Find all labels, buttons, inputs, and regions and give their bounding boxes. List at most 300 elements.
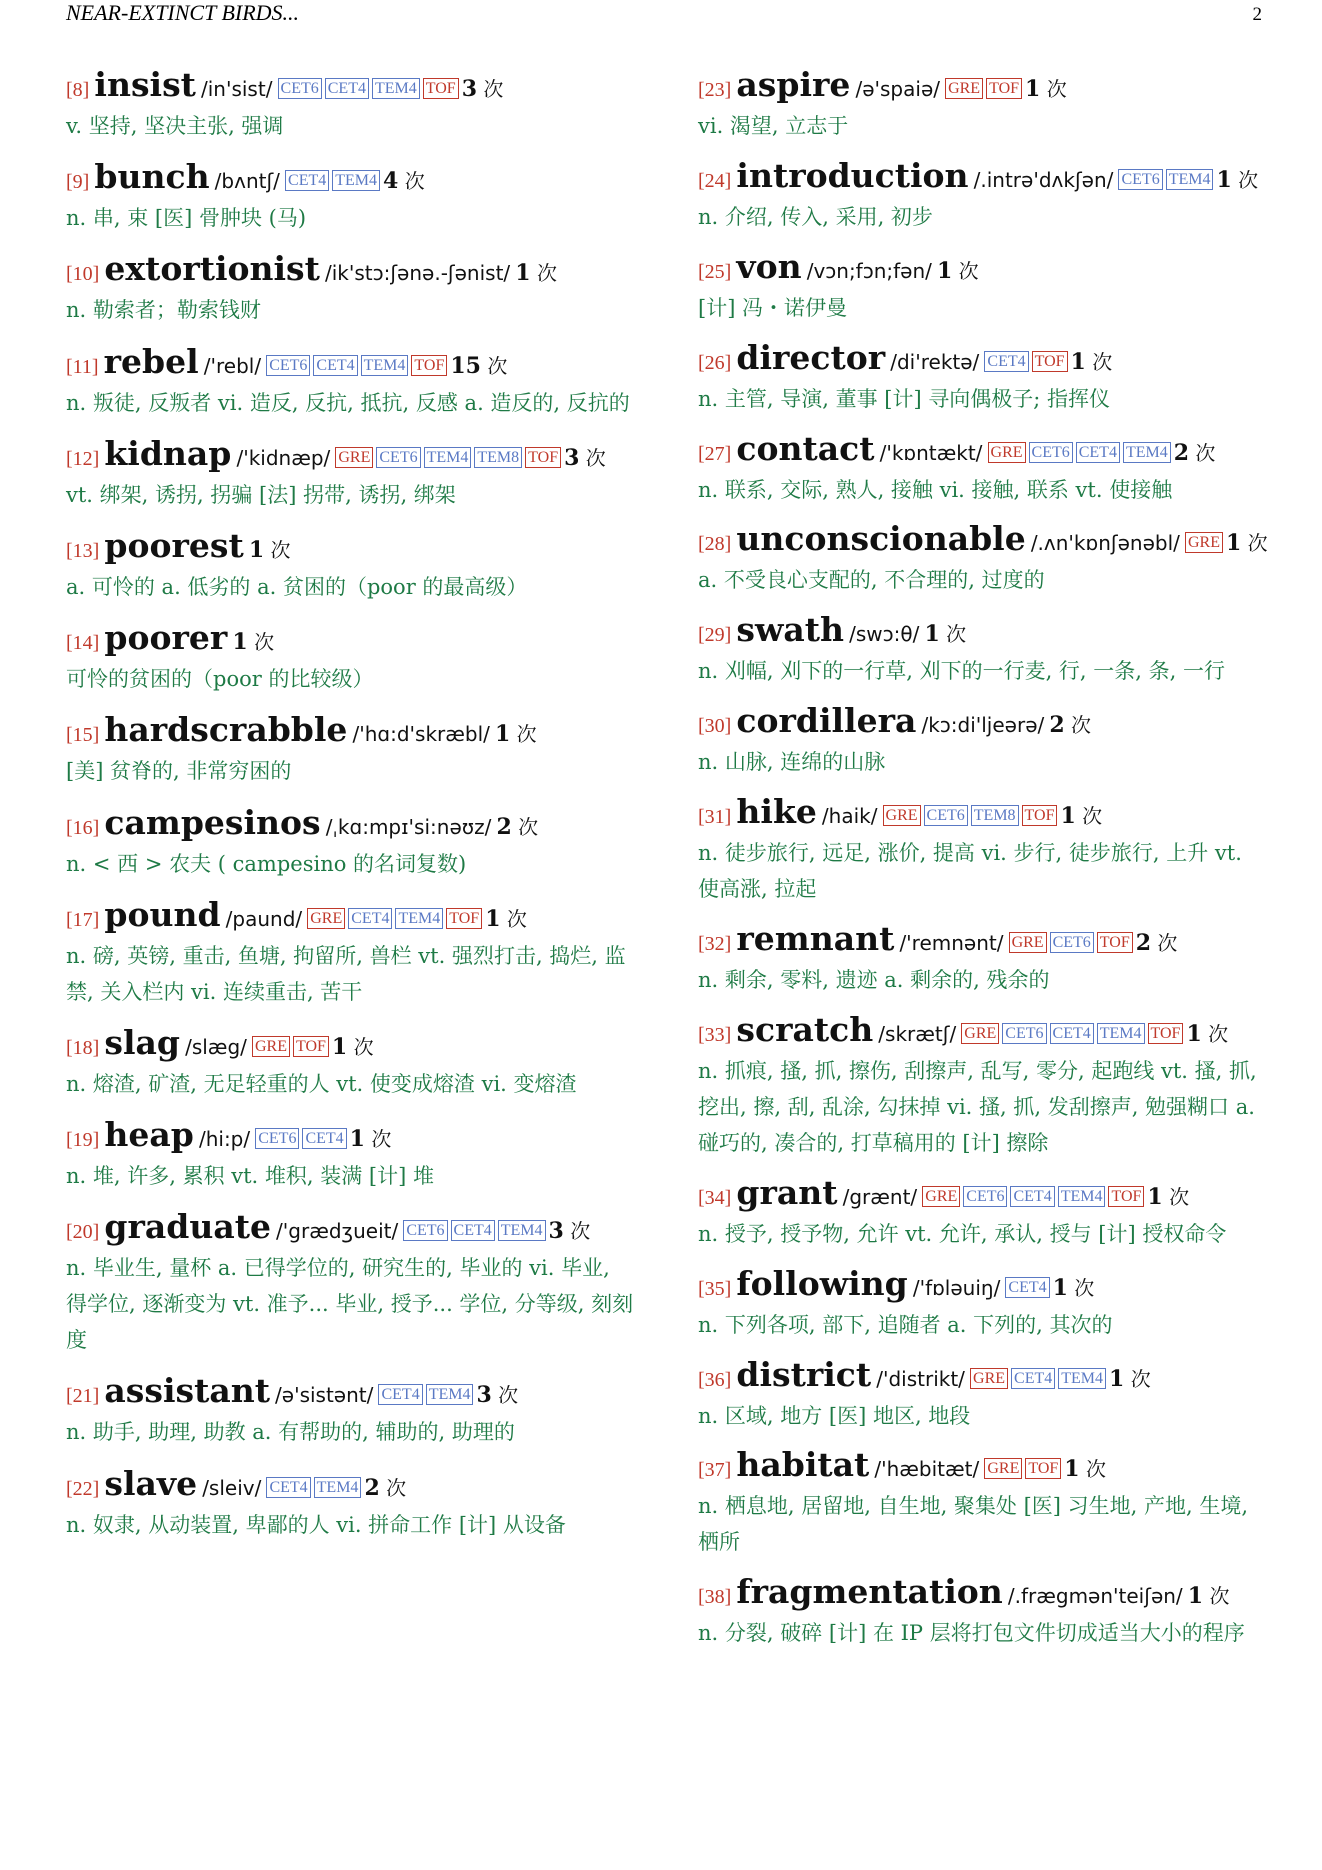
count-unit: 次	[518, 814, 539, 839]
count-unit: 次	[1071, 713, 1092, 738]
entry-head	[698, 65, 1268, 108]
exam-tag-cet4: CET4	[451, 1220, 495, 1241]
entry-pronunciation: /'kidnæp/	[236, 445, 331, 470]
exam-tag-tem4: TEM4	[498, 1220, 546, 1241]
vocab-entry	[698, 610, 1268, 689]
count-unit: 次	[1209, 1584, 1230, 1609]
entry-number: [12]	[66, 447, 100, 470]
exam-tag-cet4: CET4	[1011, 1368, 1055, 1389]
entry-head	[698, 337, 1268, 381]
vocab-entry	[698, 919, 1268, 998]
vocab-entry	[698, 1572, 1268, 1651]
count-value: 3	[476, 1382, 492, 1409]
entry-pronunciation: /'fɒləuiŋ/	[912, 1275, 1001, 1300]
count-unit: 次	[487, 353, 508, 378]
exam-tag-tof: TOF	[411, 355, 447, 376]
vocab-entry	[698, 428, 1268, 508]
page-header	[66, 0, 1262, 30]
entry-definition: n. 助手, 助理, 助教 a. 有帮助的, 辅助的, 助理的	[66, 1420, 515, 1445]
entry-head	[698, 1172, 1268, 1216]
entry-number: [36]	[698, 1368, 732, 1391]
left-column	[66, 65, 636, 1543]
entry-head	[698, 519, 1268, 562]
exam-tag-tof: TOF	[423, 78, 459, 99]
vocab-entry	[66, 525, 636, 605]
entry-pronunciation: /sleiv/	[202, 1475, 262, 1500]
exam-tag-tem8: TEM8	[971, 805, 1019, 826]
exam-tag-cet6: CET6	[266, 355, 310, 376]
exam-tag-cet4: CET4	[348, 908, 392, 929]
count-unit: 次	[1130, 1366, 1151, 1391]
exam-tag-tof: TOF	[1148, 1023, 1184, 1044]
exam-tag-cet4: CET4	[285, 170, 329, 191]
entry-pronunciation: /hi:p/	[198, 1127, 251, 1152]
entry-word: remnant	[736, 919, 895, 959]
entry-pronunciation: /vɔn;fɔn;fən/	[806, 258, 932, 283]
entry-pronunciation: /grænt/	[842, 1184, 918, 1209]
exam-tag-cet4: CET4	[1005, 1277, 1049, 1298]
count-value: 3	[548, 1218, 564, 1245]
entry-head	[698, 1572, 1268, 1615]
count-unit: 次	[353, 1034, 374, 1059]
exam-tag-tem4: TEM4	[1166, 169, 1214, 190]
count-value: 1	[494, 721, 511, 748]
entry-pronunciation: /'kɒntækt/	[879, 440, 983, 465]
occurrence-count	[232, 630, 274, 654]
entry-number: [28]	[698, 533, 732, 556]
entry-definition: n. 奴隶, 从动装置, 卑鄙的人 vi. 拼命工作 [计] 从设备	[66, 1512, 566, 1537]
exam-tag-tof: TOF	[1097, 932, 1133, 953]
exam-tag-cet4: CET4	[302, 1128, 346, 1149]
count-unit: 次	[1169, 1184, 1190, 1209]
entry-definition: vi. 渴望, 立志于	[698, 114, 849, 138]
vocab-entry	[698, 155, 1268, 235]
occurrence-count	[564, 446, 606, 470]
entry-number: [16]	[66, 816, 100, 839]
count-value: 1	[1052, 1274, 1068, 1301]
entry-head	[698, 792, 1268, 835]
exam-tag-cet4: CET4	[1010, 1186, 1054, 1207]
occurrence-count	[495, 722, 537, 746]
count-unit: 次	[1208, 1021, 1229, 1046]
entry-word: fragmentation	[736, 1572, 1003, 1612]
entry-word: scratch	[736, 1009, 874, 1049]
entry-word: aspire	[736, 65, 851, 104]
vocab-entry	[698, 1172, 1268, 1252]
entry-pronunciation: /ə'spaiə/	[855, 77, 940, 101]
count-unit: 次	[536, 261, 557, 286]
entry-definition: n. 勒索者；勒索钱财	[66, 298, 261, 323]
occurrence-count	[937, 259, 979, 283]
exam-tag-gre: GRE	[922, 1186, 960, 1207]
exam-tag-tof: TOF	[446, 908, 482, 929]
count-value: 1	[1109, 1365, 1125, 1392]
exam-tag-cet6: CET6	[278, 78, 322, 99]
entry-pronunciation: /slæg/	[185, 1034, 247, 1059]
exam-tag-tof: TOF	[293, 1036, 329, 1057]
vocab-entry	[66, 894, 636, 1010]
count-unit: 次	[1157, 931, 1178, 956]
entry-pronunciation: /bʌntʃ/	[214, 169, 280, 194]
entry-word: von	[736, 246, 802, 286]
entry-definition: n. 抓痕, 搔, 抓, 擦伤, 刮擦声, 乱写, 零分, 起跑线 vt. 搔, 抓, 挖出, 擦, 刮, 乱涂, 勾抹掉 vi. 搔, 抓, 发刮擦声, 勉强糊口 a. 碰巧的, 凑合的, 打草稿用的 [计] 擦除	[698, 1058, 1257, 1155]
entry-number: [25]	[698, 260, 732, 283]
entry-word: director	[736, 337, 886, 377]
entry-pronunciation: /ˌkɑ:mpɪ'si:nəʊz/	[325, 814, 492, 839]
occurrence-count	[1109, 1367, 1151, 1391]
exam-tag-tof: TOF	[525, 447, 561, 468]
entry-word: rebel	[103, 341, 199, 381]
entry-word: contact	[736, 428, 875, 468]
entry-word: slave	[104, 1463, 198, 1503]
exam-tag-tof: TOF	[1022, 805, 1058, 826]
exam-tag-cet4: CET4	[984, 351, 1028, 372]
count-value: 3	[461, 76, 477, 102]
entry-head	[66, 525, 636, 569]
entry-pronunciation: /.frægmən'teiʃən/	[1007, 1584, 1183, 1609]
entry-pronunciation: /skrætʃ/	[878, 1021, 957, 1046]
count-unit: 次	[371, 1127, 392, 1152]
entry-head	[66, 1022, 636, 1066]
vocab-entry	[66, 1207, 636, 1358]
occurrence-count	[1071, 350, 1113, 374]
entry-definition: n. 介绍, 传入, 采用, 初步	[698, 204, 933, 229]
occurrence-count	[1136, 931, 1178, 955]
occurrence-count	[1064, 1457, 1106, 1481]
occurrence-count	[332, 1035, 374, 1059]
entry-number: [8]	[66, 79, 90, 101]
entry-head	[698, 701, 1268, 744]
count-value: 1	[1225, 530, 1242, 557]
entry-definition: n. 分裂, 破碎 [计] 在 IP 层将打包文件切成适当大小的程序	[698, 1621, 1245, 1646]
entry-definition: [计] 冯・诺伊曼	[698, 295, 848, 320]
count-value: 1	[232, 629, 248, 656]
count-unit: 次	[386, 1475, 407, 1500]
page-title: NEAR-EXTINCT BIRDS...	[66, 0, 300, 25]
exam-tag-gre: GRE	[252, 1036, 290, 1057]
entry-definition: n. 刈幅, 刈下的一行草, 刈下的一行麦, 行, 一条, 条, 一行	[698, 659, 1225, 684]
entry-number: [20]	[66, 1221, 100, 1244]
entry-definition: n. 堆, 许多, 累积 vt. 堆积, 装满 [计] 堆	[66, 1164, 434, 1189]
entry-pronunciation: /'hɑ:d'skræbl/	[352, 722, 490, 747]
entry-definition: n. 联系, 交际, 熟人, 接触 vi. 接触, 联系 vt. 使接触	[698, 477, 1173, 502]
count-value: 2	[1049, 712, 1065, 739]
occurrence-count	[450, 354, 507, 378]
entry-number: [13]	[66, 539, 100, 562]
exam-tag-tem4: TEM4	[1058, 1368, 1106, 1389]
entry-pronunciation: /.ʌn'kɒnʃənəbl/	[1030, 531, 1180, 556]
count-value: 3	[564, 444, 580, 471]
exam-tag-gre: GRE	[307, 908, 345, 929]
entry-head	[66, 618, 636, 661]
entry-word: swath	[736, 610, 845, 650]
count-unit: 次	[946, 622, 967, 647]
count-unit: 次	[270, 537, 291, 562]
occurrence-count	[1053, 1276, 1095, 1300]
entry-head	[698, 1354, 1268, 1398]
count-value: 1	[485, 905, 501, 932]
entry-pronunciation: /'distrikt/	[876, 1366, 965, 1391]
entry-number: [19]	[66, 1129, 100, 1152]
count-value: 1	[1025, 76, 1041, 102]
count-value: 1	[248, 536, 265, 563]
entry-word: kidnap	[104, 433, 232, 473]
count-unit: 次	[585, 445, 606, 470]
occurrence-count	[515, 261, 557, 285]
exam-tag-gre: GRE	[1185, 532, 1223, 553]
count-unit: 次	[498, 1383, 519, 1408]
exam-tag-tem4: TEM4	[426, 1384, 474, 1405]
entry-head	[66, 1207, 636, 1250]
entry-number: [17]	[66, 908, 100, 931]
exam-tag-cet4: CET4	[378, 1384, 422, 1405]
exam-tag-cet4: CET4	[266, 1477, 310, 1498]
occurrence-count	[1174, 441, 1216, 465]
entry-head	[66, 710, 636, 753]
entry-word: hardscrabble	[104, 710, 348, 750]
entry-head	[698, 919, 1268, 962]
entry-pronunciation: /di'rektə/	[890, 349, 980, 374]
vocab-entry	[698, 1445, 1268, 1560]
occurrence-count	[1147, 1185, 1189, 1209]
occurrence-count	[383, 169, 425, 193]
vocab-entry	[66, 618, 636, 697]
count-value: 2	[1135, 930, 1152, 957]
entry-number: [22]	[66, 1477, 100, 1500]
entry-head	[66, 341, 636, 385]
exam-tag-gre: GRE	[988, 442, 1026, 463]
vocab-entry	[66, 1463, 636, 1543]
exam-tag-tem4: TEM4	[424, 447, 472, 468]
count-value: 1	[1147, 1183, 1163, 1210]
exam-tag-cet6: CET6	[1002, 1023, 1046, 1044]
exam-tag-gre: GRE	[945, 78, 983, 99]
count-value: 4	[383, 168, 399, 195]
occurrence-count	[1060, 804, 1102, 828]
exam-tag-tof: TOF	[986, 78, 1022, 99]
entry-number: [37]	[698, 1459, 732, 1482]
entry-number: [18]	[66, 1036, 100, 1059]
occurrence-count	[1226, 531, 1268, 555]
entry-word: following	[736, 1263, 908, 1303]
entry-definition: n. 区域, 地方 [医] 地区, 地段	[698, 1403, 971, 1428]
exam-tag-gre: GRE	[970, 1368, 1008, 1389]
entry-head	[66, 894, 636, 938]
exam-tag-tem4: TEM4	[361, 355, 409, 376]
entry-head	[698, 428, 1268, 472]
occurrence-count	[496, 815, 538, 839]
occurrence-count	[1025, 77, 1067, 101]
count-value: 1	[1216, 166, 1232, 193]
entry-number: [27]	[698, 442, 732, 465]
entry-word: bunch	[94, 157, 210, 197]
entry-number: [30]	[698, 715, 732, 738]
entry-word: district	[736, 1354, 872, 1394]
entry-definition: n. 磅, 英镑, 重击, 鱼塘, 拘留所, 兽栏 vt. 强烈打击, 捣烂, 监禁, 关入栏内 vi. 连续重击, 苦干	[66, 943, 626, 1004]
entry-pronunciation: /'hæbitæt/	[874, 1457, 980, 1482]
entry-head	[698, 1263, 1268, 1307]
entry-word: introduction	[736, 155, 969, 195]
vocab-entry	[698, 65, 1268, 144]
exam-tag-cet6: CET6	[255, 1128, 299, 1149]
exam-tag-gre: GRE	[883, 805, 921, 826]
entry-number: [35]	[698, 1277, 732, 1300]
entry-head	[698, 155, 1268, 199]
entry-pronunciation: /'grædʒueit/	[276, 1219, 399, 1244]
entry-word: habitat	[736, 1445, 870, 1485]
entry-definition: n. 熔渣, 矿渣, 无足轻重的人 vt. 使变成熔渣 vi. 变熔渣	[66, 1071, 577, 1096]
entry-pronunciation: /paund/	[225, 906, 303, 931]
right-column	[698, 65, 1268, 1651]
exam-tag-tof: TOF	[1108, 1186, 1144, 1207]
count-unit: 次	[1074, 1275, 1095, 1300]
exam-tag-tem4: TEM4	[1097, 1023, 1145, 1044]
occurrence-count	[462, 77, 504, 101]
exam-tag-cet6: CET6	[1118, 169, 1162, 190]
occurrence-count	[1186, 1022, 1228, 1046]
occurrence-count	[549, 1219, 591, 1243]
entry-definition: n. 剩余, 零料, 遗迹 a. 剩余的, 残余的	[698, 968, 1050, 993]
count-value: 1	[1186, 1020, 1202, 1047]
exam-tag-cet4: CET4	[313, 355, 357, 376]
entry-definition: a. 不受良心支配的, 不合理的, 过度的	[698, 568, 1045, 593]
exam-tag-cet6: CET6	[376, 447, 420, 468]
count-value: 1	[349, 1126, 365, 1153]
occurrence-count	[1216, 168, 1258, 192]
entry-definition: n. 主管, 导演, 董事 [计] 寻向偶极子; 指挥仪	[698, 386, 1111, 411]
entry-word: heap	[104, 1115, 194, 1155]
entry-pronunciation: /ə'sistənt/	[275, 1383, 374, 1408]
entry-definition: n. 串, 束 [医] 骨肿块 (马)	[66, 206, 307, 231]
exam-tag-cet6: CET6	[403, 1220, 447, 1241]
exam-tag-cet4: CET4	[325, 78, 369, 99]
vocab-entry	[66, 341, 636, 421]
occurrence-count	[1049, 713, 1091, 737]
entry-word: campesinos	[104, 802, 321, 842]
entry-number: [34]	[698, 1186, 732, 1209]
count-unit: 次	[1082, 804, 1103, 829]
entry-word: grant	[736, 1172, 838, 1212]
entry-pronunciation: /in'sist/	[200, 77, 273, 101]
entry-number: [23]	[698, 79, 732, 101]
entry-word: unconscionable	[736, 519, 1026, 559]
entry-word: hike	[736, 792, 817, 832]
entry-definition: n. 授予, 授予物, 允许 vt. 允许, 承认, 授与 [计] 授权命令	[698, 1221, 1227, 1246]
count-value: 1	[936, 257, 953, 284]
count-value: 1	[515, 260, 531, 287]
entry-pronunciation: /'remnənt/	[899, 931, 1004, 956]
exam-tag-tof: TOF	[1032, 351, 1068, 372]
exam-tag-cet6: CET6	[1029, 442, 1073, 463]
occurrence-count	[485, 907, 527, 931]
entry-head	[698, 610, 1268, 653]
entry-word: pound	[104, 894, 221, 934]
exam-tag-cet6: CET6	[924, 805, 968, 826]
vocab-entry	[66, 1371, 636, 1450]
entry-number: [26]	[698, 351, 732, 374]
count-value: 1	[924, 621, 940, 648]
count-value: 1	[331, 1033, 348, 1060]
entry-number: [21]	[66, 1385, 100, 1408]
entry-pronunciation: /swɔ:θ/	[849, 622, 920, 647]
vocab-entry	[698, 792, 1268, 907]
entry-definition: [美] 贫脊的, 非常穷困的	[66, 759, 292, 784]
count-unit: 次	[1092, 349, 1113, 374]
entry-pronunciation: /haik/	[821, 804, 878, 829]
exam-tag-gre: GRE	[1009, 932, 1047, 953]
entry-pronunciation: /kɔ:di'ljeərə/	[921, 713, 1045, 738]
page-number: 2	[1252, 4, 1262, 25]
exam-tag-cet6: CET6	[963, 1186, 1007, 1207]
entry-definition: n. 毕业生, 量杯 a. 已得学位的, 研究生的, 毕业的 vi. 毕业, 得学位, 逐渐变为 vt. 准予... 毕业, 授予... 学位, 分等级, 刻刻度	[66, 1256, 634, 1353]
entry-definition: n. 叛徒, 反叛者 vi. 造反, 反抗, 抵抗, 反感 a. 造反的, 反抗的	[66, 390, 630, 415]
count-unit: 次	[1046, 77, 1067, 101]
exam-tag-tem4: TEM4	[372, 78, 420, 99]
entry-head	[66, 65, 636, 108]
entry-word: poorer	[104, 618, 228, 658]
occurrence-count	[364, 1476, 406, 1500]
count-unit: 次	[404, 169, 425, 194]
entry-word: cordillera	[736, 701, 917, 741]
vocab-entry	[698, 1009, 1268, 1161]
entry-word: insist	[94, 65, 196, 104]
entry-head	[66, 802, 636, 846]
count-value: 1	[1060, 803, 1076, 830]
exam-tag-gre: GRE	[984, 1458, 1022, 1479]
exam-tag-tem4: TEM4	[1123, 442, 1171, 463]
entry-definition: n. 栖息地, 居留地, 自生地, 聚集处 [医] 习生地, 产地, 生境, 栖所	[698, 1494, 1249, 1555]
entry-pronunciation: /ik'stɔ:ʃənə.-ʃənist/	[324, 261, 511, 286]
entry-head	[698, 1445, 1268, 1488]
entry-pronunciation: /.intrə'dʌkʃən/	[973, 167, 1114, 192]
entry-word: graduate	[104, 1207, 271, 1247]
entry-definition: vt. 绑架, 诱拐, 拐骗 [法] 拐带, 诱拐, 绑架	[66, 482, 456, 507]
entry-head	[698, 246, 1268, 290]
exam-tag-tem4: TEM4	[1058, 1186, 1106, 1207]
vocab-entry	[66, 710, 636, 789]
vocab-entry	[66, 802, 636, 882]
vocab-entry	[698, 337, 1268, 417]
entry-head	[66, 157, 636, 200]
count-unit: 次	[1247, 531, 1268, 556]
entry-definition: v. 坚持, 坚决主张, 强调	[66, 114, 284, 138]
vocab-entry	[698, 1354, 1268, 1434]
entry-number: [14]	[66, 632, 100, 655]
count-value: 1	[1187, 1583, 1204, 1610]
count-unit: 次	[254, 630, 275, 655]
exam-tag-cet6: CET6	[1050, 932, 1094, 953]
exam-tag-tem4: TEM4	[395, 908, 443, 929]
entry-head	[698, 1009, 1268, 1053]
entry-number: [29]	[698, 624, 732, 647]
count-value: 2	[364, 1474, 380, 1501]
entry-number: [10]	[66, 263, 100, 286]
count-value: 1	[1070, 348, 1086, 375]
count-unit: 次	[1195, 440, 1216, 465]
entry-number: [24]	[698, 169, 732, 192]
vocab-entry	[66, 1115, 636, 1194]
entry-word: slag	[104, 1022, 180, 1062]
entry-definition: n. 山脉, 连绵的山脉	[698, 750, 886, 775]
entry-word: assistant	[104, 1371, 270, 1411]
entry-head	[66, 1115, 636, 1158]
entry-definition: n. 徒步旅行, 远足, 涨价, 提高 vi. 步行, 徒步旅行, 上升 vt. 使高涨, 拉起	[698, 841, 1242, 902]
entry-number: [32]	[698, 933, 732, 956]
count-unit: 次	[1238, 167, 1259, 192]
count-unit: 次	[516, 722, 537, 747]
vocab-entry	[66, 157, 636, 236]
entry-number: [31]	[698, 806, 732, 829]
